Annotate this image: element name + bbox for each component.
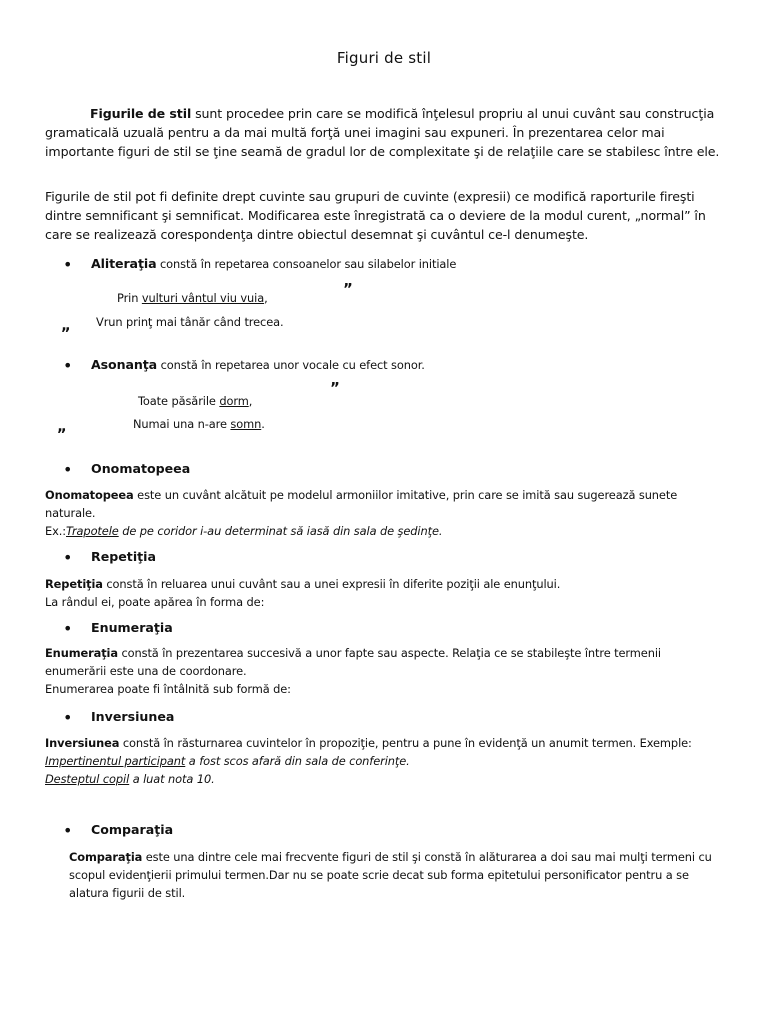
inversiunea-example-2 — [45, 770, 215, 788]
example-underlined: Trapotele — [66, 524, 119, 538]
comparatia-def-text: este una dintre cele mai frecvente figuri de stil şi constă în alăturarea a doi sau mai mulţi termeni cu scopul evidenţierii primului termen.Dar nu se poate scrie decat sub forma epitetului personificator pentru a se alatura figurii de stil. — [69, 850, 712, 900]
example-label: Ex.: — [45, 524, 66, 538]
example-text: a fost scos afară din sala de conferinţe. — [185, 754, 410, 768]
bullet-icon: • — [63, 548, 73, 567]
verse-text: Numai una n-are — [133, 417, 231, 431]
aliteratia-definition — [91, 255, 456, 273]
quote-close-mark: ” — [343, 280, 353, 298]
comparatia-term: Comparaţia — [69, 850, 143, 864]
enumeratia-heading: Enumeraţia — [91, 620, 173, 635]
asonanta-def-text: constă în repetarea unor vocale cu efect sonor. — [157, 358, 425, 372]
inversiunea-term: Inversiunea — [45, 736, 120, 750]
example-underlined: Desteptul copil — [45, 772, 130, 786]
verse-underlined: dorm — [219, 394, 249, 408]
repetitia-line-2: La rândul ei, poate apărea în forma de: — [45, 595, 265, 609]
asonanta-verse-1 — [138, 392, 252, 410]
example-text: a luat nota 10. — [129, 772, 215, 786]
onomatopeea-example — [45, 522, 442, 540]
bullet-icon: • — [63, 460, 73, 479]
onomatopeea-term: Onomatopeea — [45, 488, 134, 502]
example-text: de pe coridor i-au determinat să iasă din sala de şedinţe. — [118, 524, 443, 538]
enumeratia-definition — [45, 644, 685, 680]
repetitia-definition — [45, 575, 725, 593]
bullet-icon: • — [63, 356, 73, 375]
enumeratia-term: Enumeraţia — [45, 646, 118, 660]
bullet-icon: • — [63, 708, 73, 727]
repetitia-heading: Repetiţia — [91, 549, 156, 564]
inversiunea-example-1 — [45, 752, 410, 770]
onomatopeea-definition — [45, 486, 725, 522]
bullet-icon: • — [63, 821, 73, 840]
example-underlined: Impertinentul participant — [45, 754, 186, 768]
comparatia-definition — [69, 848, 719, 902]
aliteratia-def-text: constă în repetarea consoanelor sau silabelor initiale — [156, 257, 457, 271]
comparatia-heading: Comparaţia — [91, 822, 174, 837]
inversiunea-heading: Inversiunea — [91, 709, 175, 724]
asonanta-definition — [91, 356, 425, 374]
onomatopeea-heading: Onomatopeea — [91, 461, 191, 476]
onomatopeea-def-text: este un cuvânt alcătuit pe modelul armoniilor imitative, prin care se imită sau sugerează sunete naturale. — [45, 488, 678, 520]
intro-paragraph-2: Figurile de stil pot fi definite drept cuvinte sau grupuri de cuvinte (expresii) ce modifică raporturile fireşti dintre semnificant şi semnificat. Modificarea este înregistrată ca o deviere de la modul curent, „normal” în care se realizează corespondenţa dintre obiectul desemnat şi cuvântul ce-l denumeşte. — [45, 189, 706, 242]
aliteratia-verse-2: Vrun prinţ mai tânăr când trecea. — [96, 315, 284, 329]
repetitia-term: Repetiţia — [45, 577, 103, 591]
verse-text: Prin — [117, 291, 142, 305]
intro-paragraph-1 — [45, 104, 725, 161]
verse-text: Toate păsările — [138, 394, 220, 408]
bullet-icon: • — [63, 619, 73, 638]
asonanta-verse-2 — [133, 415, 265, 433]
verse-underlined: vulturi vântul viu vuia — [141, 291, 265, 305]
verse-punct: , — [264, 291, 268, 305]
quote-close-mark: ” — [330, 379, 340, 397]
inversiunea-definition — [45, 734, 735, 752]
enumeratia-line-2: Enumerarea poate fi întâlnită sub formă de: — [45, 682, 291, 696]
asonanta-term: Asonanţa — [91, 357, 158, 372]
intro-bold-term: Figurile de stil — [90, 106, 192, 121]
aliteratia-term: Aliteraţia — [91, 256, 157, 271]
repetitia-def-text: constă în reluarea unui cuvânt sau a unei expresii în diferite poziţii ale enunţului. — [102, 577, 561, 591]
verse-punct: , — [248, 394, 253, 408]
quote-open-mark: „ — [57, 417, 67, 435]
bullet-icon: • — [63, 255, 73, 274]
intro-text: sunt procedee prin care se modifică înţelesul propriu al unui cuvânt sau construcţia gramaticală uzuală pentru a da mai multă forţă unei imagini sau expuneri. În prezentarea celor mai importante figuri de stil se ţine seamă de gradul lor de complexitate şi de relaţiile care se stabilesc între ele. — [45, 106, 720, 159]
verse-underlined: somn — [230, 417, 262, 431]
verse-punct: . — [261, 417, 265, 431]
inversiunea-def-text: constă în răsturnarea cuvintelor în propoziţie, pentru a pune în evidenţă un anumit termen. Exemple: — [119, 736, 692, 750]
enumeratia-def-text: constă în prezentarea succesivă a unor fapte sau aspecte. Relaţia ce se stabileşte între termenii enumerării este una de coordonare. — [45, 646, 661, 678]
aliteratia-verse-1 — [117, 289, 268, 307]
page-title: Figuri de stil — [336, 49, 432, 67]
quote-open-mark: „ — [61, 316, 71, 334]
